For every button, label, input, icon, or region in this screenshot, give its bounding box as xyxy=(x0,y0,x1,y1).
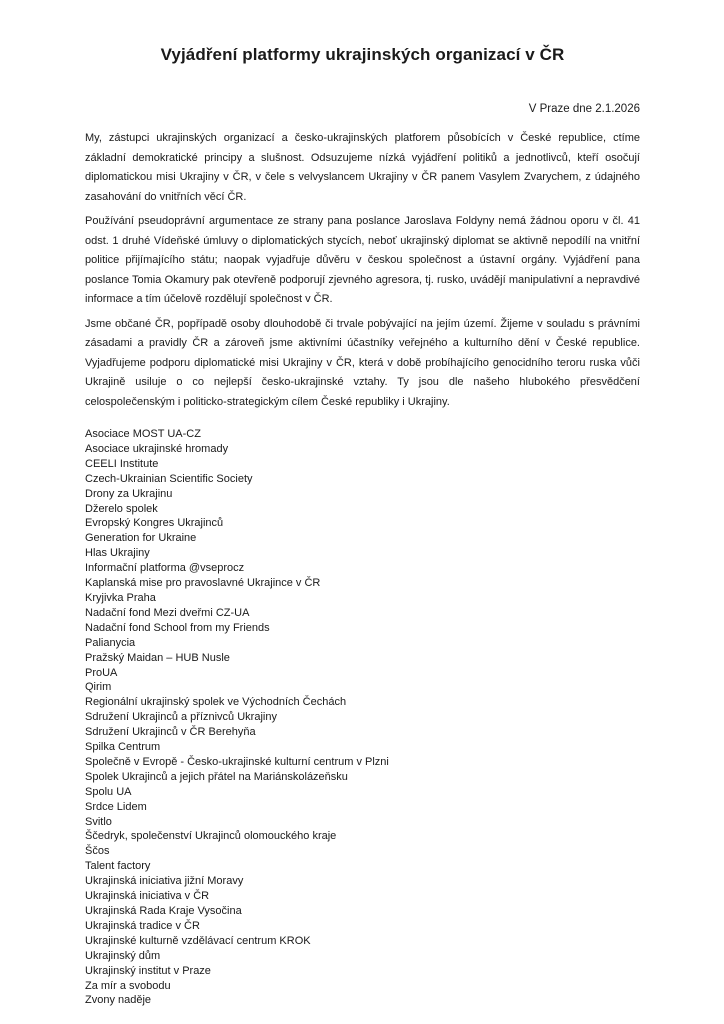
signatory-item: Svitlo xyxy=(85,815,112,828)
signatory-item: Ukrajinská iniciativa jižní Moravy xyxy=(85,875,244,888)
body-paragraph-3: Jsme občané ČR, popřípadě osoby dlouhodobě či trvale pobývající na jejím území. Žijeme v souladu s právními zásadami a pravidly ČR a zároveň jsme aktivními účastníky veřejného a kulturního dění v České republice. Vyjadřujeme podporu diplomatické misi Ukrajiny v ČR, která v době probíhajícího genocidního teroru ruska vůči Ukrajině usiluje o co nejlepší česko-ukrajinské vztahy. Ty jsou dle našeho hlubokého přesvědčení celospolečenským i politicko-strategickým cílem České republiky i Ukrajiny. xyxy=(85,317,640,408)
signatory-item: ProUA xyxy=(85,666,118,679)
signatory-item: Kaplanská mise pro pravoslavné Ukrajince v ČR xyxy=(85,577,321,590)
signatory-item: Hlas Ukrajiny xyxy=(85,547,150,560)
signatory-item: Spilka Centrum xyxy=(85,741,161,754)
signatory-item: Zvony naděje xyxy=(85,994,152,1007)
signatory-item: Kryjivka Praha xyxy=(85,591,156,604)
signatory-item: Srdce Lidem xyxy=(85,800,147,813)
signatory-item: Ukrajinský institut v Praze xyxy=(85,964,211,977)
signatory-item: Společně v Evropě - Česko-ukrajinské kulturní centrum v Plzni xyxy=(85,755,389,768)
signatory-item: Pražský Maidan – HUB Nusle xyxy=(85,651,230,664)
signatory-item: Qirim xyxy=(85,681,112,694)
body-paragraph-2: Používání pseudoprávní argumentace ze strany pana poslance Jaroslava Foldyny nemá žádnou oporu v čl. 41 odst. 1 druhé Vídeňské úmluvy o diplomatických stycích, neboť ukrajinský diplomat se aktivně nepodílí na vnitřní politice přijímajícího státu; naopak vyjadřuje důvěru v českou společnost a ústavní orgány. Vyjádření pana poslance Tomia Okamury pak otevřeně podporují zjevného agresora, tj. rusko, uvádějí manipulativní a nepravdivé informace a tím účelově rozdělují společnost v ČR. xyxy=(85,215,640,305)
signatory-item: Ukrajinské kulturně vzdělávací centrum KROK xyxy=(85,934,311,947)
signatory-item: Informační platforma @vseprocz xyxy=(85,562,245,575)
signatory-item: Asociace ukrajinské hromady xyxy=(85,442,229,455)
signatories-list xyxy=(85,427,640,1008)
signatory-item: Evropský Kongres Ukrajinců xyxy=(85,517,224,530)
signatory-item: Za mír a svobodu xyxy=(85,979,171,992)
signatory-item: Ukrajinská tradice v ČR xyxy=(85,919,200,932)
signatory-item: Asociace MOST UA-CZ xyxy=(85,428,201,440)
signatory-item: CEELI Institute xyxy=(85,457,159,470)
signatory-item: Sdružení Ukrajinců v ČR Berehyňa xyxy=(85,726,256,739)
signatory-item: Ščedryk, společenství Ukrajinců olomouckého kraje xyxy=(85,830,337,843)
signatory-item: Ščos xyxy=(85,845,110,858)
signatory-item: Spolu UA xyxy=(85,785,132,798)
signatory-item: Ukrajinská Rada Kraje Vysočina xyxy=(85,905,242,917)
signatory-item: Spolek Ukrajinců a jejich přátel na Mariánskolázeňsku xyxy=(85,770,348,783)
signatory-item: Sdružení Ukrajinců a příznivců Ukrajiny xyxy=(85,711,277,724)
signatory-item: Ukrajinská iniciativa v ČR xyxy=(85,890,210,903)
signatory-item: Talent factory xyxy=(85,860,151,873)
dateline: V Praze dne 2.1.2026 xyxy=(528,103,640,115)
signatory-item: Drony za Ukrajinu xyxy=(85,487,173,500)
document-title: Vyjádření platformy ukrajinských organizací v ČR xyxy=(160,45,565,64)
body-paragraph-1: My, zástupci ukrajinských organizací a česko-ukrajinských platforem působících v České republice, ctíme základní demokratické principy a slušnost. Odsuzujeme nízká vyjádření politiků a jednotlivců, kteří osočují diplomatickou misi Ukrajiny v ČR, v čele s velvyslancem Ukrajiny v ČR panem Vasylem Zvarychem, z údajného zasahování do vnitřních věcí ČR. xyxy=(85,132,640,203)
signatory-item: Generation for Ukraine xyxy=(85,532,197,545)
signatory-item: Regionální ukrajinský spolek ve Východních Čechách xyxy=(85,696,347,709)
signatory-item: Czech-Ukrainian Scientific Society xyxy=(85,472,253,485)
signatory-item: Nadační fond School from my Friends xyxy=(85,621,270,634)
signatory-item: Palianycia xyxy=(85,636,136,649)
signatory-item: Nadační fond Mezi dveřmi CZ-UA xyxy=(85,606,250,619)
signatory-item: Džerelo spolek xyxy=(85,502,158,515)
signatory-item: Ukrajinský dům xyxy=(85,949,161,962)
